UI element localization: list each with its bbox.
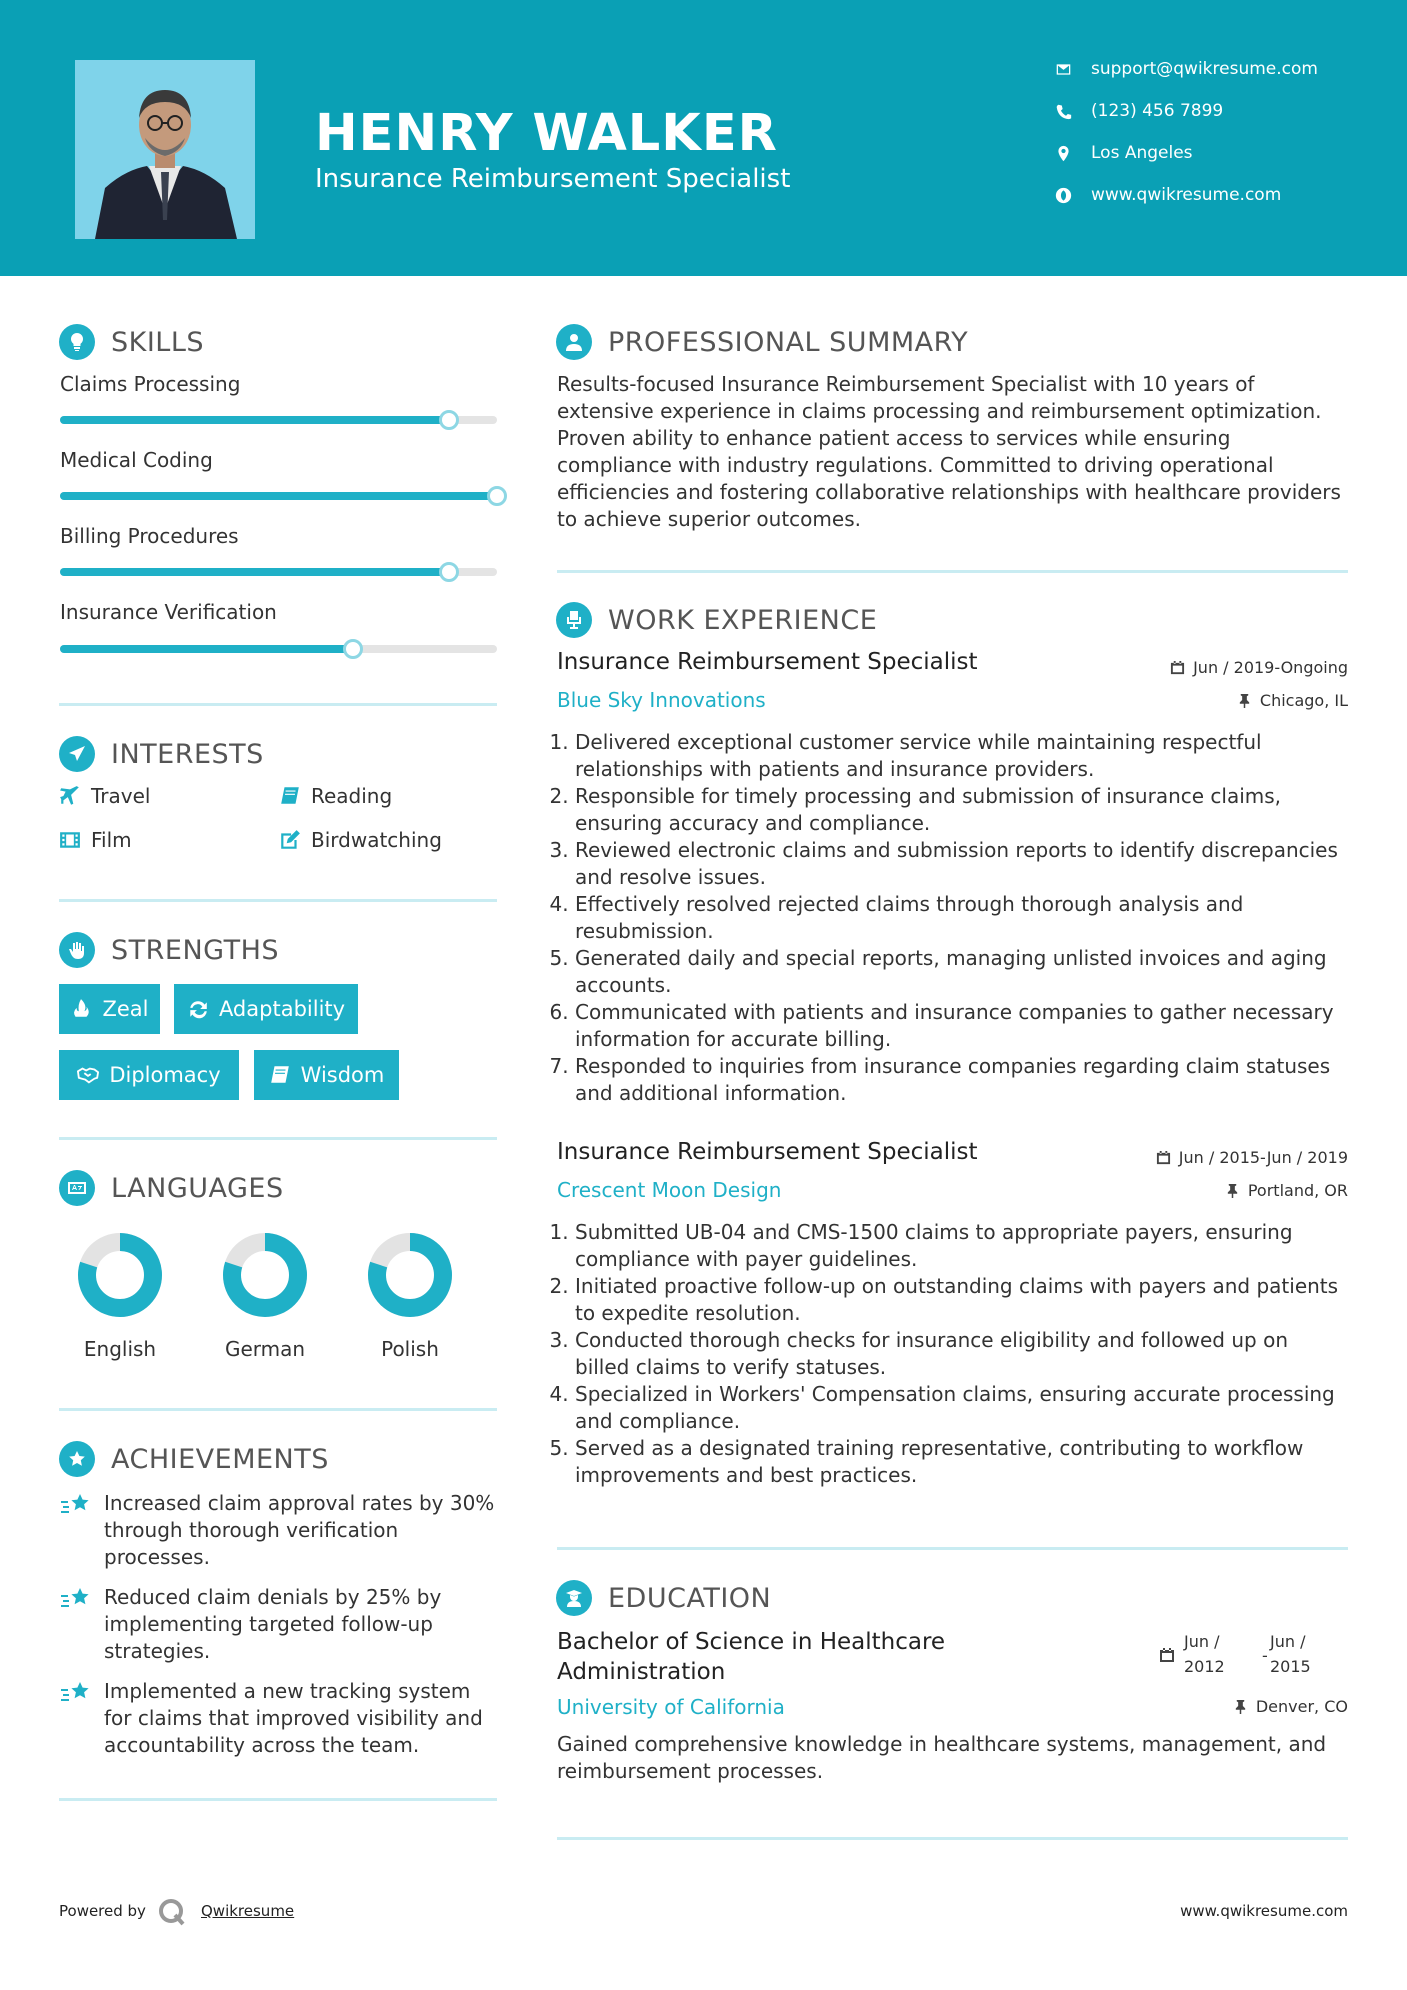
education-start-date xyxy=(1184,1629,1225,1679)
handshake-icon xyxy=(77,1064,99,1086)
job-title: Insurance Reimbursement Specialist xyxy=(557,1139,978,1165)
end-year: 2015 xyxy=(1270,1657,1311,1676)
skill-bar-knob xyxy=(343,639,363,659)
divider xyxy=(59,899,497,902)
languages-heading xyxy=(59,1170,284,1206)
hand-icon xyxy=(59,932,95,968)
edit-icon xyxy=(279,829,301,851)
job-location xyxy=(1237,691,1348,710)
achievement-item xyxy=(60,1490,500,1571)
paper-plane-icon xyxy=(59,736,95,772)
languages-title: LANGUAGES xyxy=(111,1172,284,1204)
skill-bar-knob xyxy=(487,486,507,506)
strengths-title: STRENGTHS xyxy=(111,934,280,966)
summary-heading xyxy=(556,324,968,360)
language-donut-english xyxy=(60,1215,180,1335)
divider xyxy=(557,1547,1348,1550)
email-text: support@qwikresume.com xyxy=(1091,59,1318,79)
qwikresume-logo-icon xyxy=(157,1897,187,1927)
skills-heading xyxy=(59,324,204,360)
calendar-icon xyxy=(1159,1647,1175,1663)
education-description: Gained comprehensive knowledge in healthcare systems, management, and reimbursement processes. xyxy=(557,1732,1327,1783)
job-bullet: 1. Submitted UB-04 and CMS-1500 claims to appropriate payers, ensuring compliance with payer guidelines. xyxy=(575,1219,1348,1273)
job-location xyxy=(1225,1181,1348,1200)
job-bullets xyxy=(557,729,1348,1107)
header-banner xyxy=(0,0,1407,276)
interest-label: Birdwatching xyxy=(311,828,442,852)
job-location-text: Portland, OR xyxy=(1247,1181,1348,1200)
envelope-icon xyxy=(1055,61,1072,78)
skill-bar-fill xyxy=(60,416,449,424)
achievement-text: Increased claim approval rates by 30% through thorough verification processes. xyxy=(104,1491,495,1569)
calendar-icon xyxy=(1156,1150,1171,1165)
language-icon xyxy=(59,1170,95,1206)
powered-by xyxy=(59,1902,146,1920)
skill-label: Insurance Verification xyxy=(60,600,277,624)
skill-bar xyxy=(60,645,497,653)
education-end-date xyxy=(1270,1629,1311,1679)
phone-icon xyxy=(1055,103,1072,120)
refresh-icon xyxy=(187,998,209,1020)
job-dates xyxy=(1170,658,1348,677)
skill-bar-fill xyxy=(60,492,497,500)
strength-tag-adaptability xyxy=(174,984,358,1034)
contact-website[interactable] xyxy=(1055,185,1281,205)
divider xyxy=(59,703,497,706)
powered-by-label: Powered by xyxy=(59,1902,146,1920)
job-dates-text: Jun / 2015-Jun / 2019 xyxy=(1178,1148,1348,1167)
job-bullet: 5. Served as a designated training representative, contributing to workflow improvements and best practices. xyxy=(575,1435,1348,1489)
skill-label: Billing Procedures xyxy=(60,524,239,548)
skill-bar xyxy=(60,416,497,424)
company-name: Blue Sky Innovations xyxy=(557,688,766,712)
airplane-icon xyxy=(59,785,81,807)
strength-label: Diplomacy xyxy=(109,1063,221,1087)
flame-icon xyxy=(70,998,92,1020)
job-title: Insurance Reimbursement Specialist xyxy=(557,649,978,675)
website-text: www.qwikresume.com xyxy=(1091,185,1282,205)
candidate-name: HENRY WALKER xyxy=(315,104,778,163)
shooting-star-icon xyxy=(60,1680,92,1708)
strength-label: Wisdom xyxy=(300,1063,385,1087)
skill-bar xyxy=(60,492,497,500)
brand-link[interactable]: Qwikresume xyxy=(201,1902,295,1920)
contact-email[interactable] xyxy=(1055,59,1318,79)
job-bullet: 2. Initiated proactive follow-up on outstanding claims with payers and patients to expedite resolution. xyxy=(575,1273,1348,1327)
interest-reading xyxy=(279,784,392,808)
divider xyxy=(59,1137,497,1140)
summary-text: Results-focused Insurance Reimbursement Specialist with 10 years of extensive experience in claims processing and reimbursement optimization. Proven ability to enhance patient access to services while ensuring compliance with industry regulations. Committed to driving operational efficiencies and fostering collaborative relationships with healthcare providers to achieve superior outcomes. xyxy=(557,372,1341,531)
achievements-heading xyxy=(59,1441,329,1477)
skill-bar-fill xyxy=(60,568,449,576)
achievement-item xyxy=(60,1584,500,1665)
interest-label: Reading xyxy=(311,784,393,808)
job-dates xyxy=(1156,1148,1348,1167)
job-bullet: 5. Generated daily and special reports, managing unlisted invoices and aging accounts. xyxy=(575,945,1348,999)
job-bullet: 2. Responsible for timely processing and submission of insurance claims, ensuring accuracy and compliance. xyxy=(575,783,1348,837)
language-label: Polish xyxy=(381,1337,439,1361)
experience-title: WORK EXPERIENCE xyxy=(608,604,878,636)
summary-title: PROFESSIONAL SUMMARY xyxy=(608,326,969,358)
skills-title: SKILLS xyxy=(111,326,205,358)
divider xyxy=(59,1798,497,1801)
skill-bar-knob xyxy=(439,410,459,430)
skill-label: Medical Coding xyxy=(60,448,213,472)
start-year: 2012 xyxy=(1184,1657,1225,1676)
achievements-title: ACHIEVEMENTS xyxy=(111,1443,329,1475)
job-location-text: Chicago, IL xyxy=(1259,691,1348,710)
star-badge-icon xyxy=(59,1441,95,1477)
user-icon xyxy=(556,324,592,360)
book-icon xyxy=(279,785,301,807)
interests-heading xyxy=(59,736,264,772)
location-text: Los Angeles xyxy=(1091,143,1193,163)
interest-film xyxy=(59,828,132,852)
pushpin-icon xyxy=(1237,693,1252,708)
skill-bar-fill xyxy=(60,645,353,653)
job-bullet: 6. Communicated with patients and insurance companies to gather necessary information for accurate billing. xyxy=(575,999,1348,1053)
language-donut-polish xyxy=(350,1215,470,1335)
strength-tag-zeal xyxy=(59,984,160,1034)
graduate-icon xyxy=(556,1580,592,1616)
footer-website[interactable]: www.qwikresume.com xyxy=(1180,1902,1348,1920)
school-name: University of California xyxy=(557,1695,785,1719)
profile-photo xyxy=(75,60,255,239)
end-month: Jun / xyxy=(1270,1632,1306,1651)
book-icon xyxy=(269,1064,291,1086)
skill-label: Claims Processing xyxy=(60,372,241,396)
job-bullet: 7. Responded to inquiries from insurance companies regarding claim statuses and additional information. xyxy=(575,1053,1348,1107)
job-bullets xyxy=(557,1219,1348,1489)
divider xyxy=(557,1837,1348,1840)
strength-label: Adaptability xyxy=(218,997,346,1021)
language-label: English xyxy=(83,1337,157,1361)
education-location-text: Denver, CO xyxy=(1255,1697,1348,1716)
start-month: Jun / xyxy=(1184,1632,1220,1651)
interest-birdwatching xyxy=(279,828,442,852)
education-location xyxy=(1233,1697,1348,1716)
job-dates-text: Jun / 2019-Ongoing xyxy=(1193,658,1348,677)
map-pin-icon xyxy=(1055,145,1072,162)
job-bullet: 3. Reviewed electronic claims and submission reports to identify discrepancies and resolve issues. xyxy=(575,837,1348,891)
interest-label: Travel xyxy=(91,784,151,808)
office-chair-icon xyxy=(556,602,592,638)
achievement-text: Implemented a new tracking system for claims that improved visibility and accountability across the team. xyxy=(104,1679,483,1757)
strength-tag-diplomacy xyxy=(59,1050,239,1100)
achievement-item xyxy=(60,1678,500,1759)
achievement-text: Reduced claim denials by 25% by implementing targeted follow-up strategies. xyxy=(104,1585,442,1663)
education-heading xyxy=(556,1580,771,1616)
language-donut-german xyxy=(205,1215,325,1335)
strength-tag-wisdom xyxy=(254,1050,399,1100)
strengths-heading xyxy=(59,932,279,968)
language-label: German xyxy=(224,1337,306,1361)
lightbulb-icon xyxy=(59,324,95,360)
interests-title: INTERESTS xyxy=(111,738,264,770)
education-title: EDUCATION xyxy=(608,1582,772,1614)
divider xyxy=(59,1408,497,1411)
interest-label: Film xyxy=(91,828,132,852)
contact-location xyxy=(1055,143,1193,163)
company-name: Crescent Moon Design xyxy=(557,1178,782,1202)
phone-text: (123) 456 7899 xyxy=(1091,101,1224,121)
job-bullet: 1. Delivered exceptional customer service while maintaining respectful relationships with patients and insurance providers. xyxy=(575,729,1348,783)
skill-bar xyxy=(60,568,497,576)
candidate-role: Insurance Reimbursement Specialist xyxy=(315,164,791,194)
job-bullet: 4. Specialized in Workers' Compensation claims, ensuring accurate processing and compliance. xyxy=(575,1381,1348,1435)
experience-heading xyxy=(556,602,877,638)
interest-travel xyxy=(59,784,150,808)
degree-title: Bachelor of Science in Healthcare Administration xyxy=(557,1629,946,1685)
contact-phone[interactable] xyxy=(1055,101,1223,121)
job-bullet: 4. Effectively resolved rejected claims through thorough analysis and resubmission. xyxy=(575,891,1348,945)
skill-bar-knob xyxy=(439,562,459,582)
strength-label: Zeal xyxy=(102,997,149,1021)
film-icon xyxy=(59,829,81,851)
job-bullet: 3. Conducted thorough checks for insurance eligibility and followed up on billed claims to verify statuses. xyxy=(575,1327,1348,1381)
divider xyxy=(557,570,1348,573)
pushpin-icon xyxy=(1225,1183,1240,1198)
shooting-star-icon xyxy=(60,1586,92,1614)
pushpin-icon xyxy=(1233,1699,1248,1714)
date-separator: - xyxy=(1262,1646,1268,1665)
calendar-icon xyxy=(1170,660,1185,675)
globe-icon xyxy=(1055,187,1072,204)
shooting-star-icon xyxy=(60,1492,92,1520)
